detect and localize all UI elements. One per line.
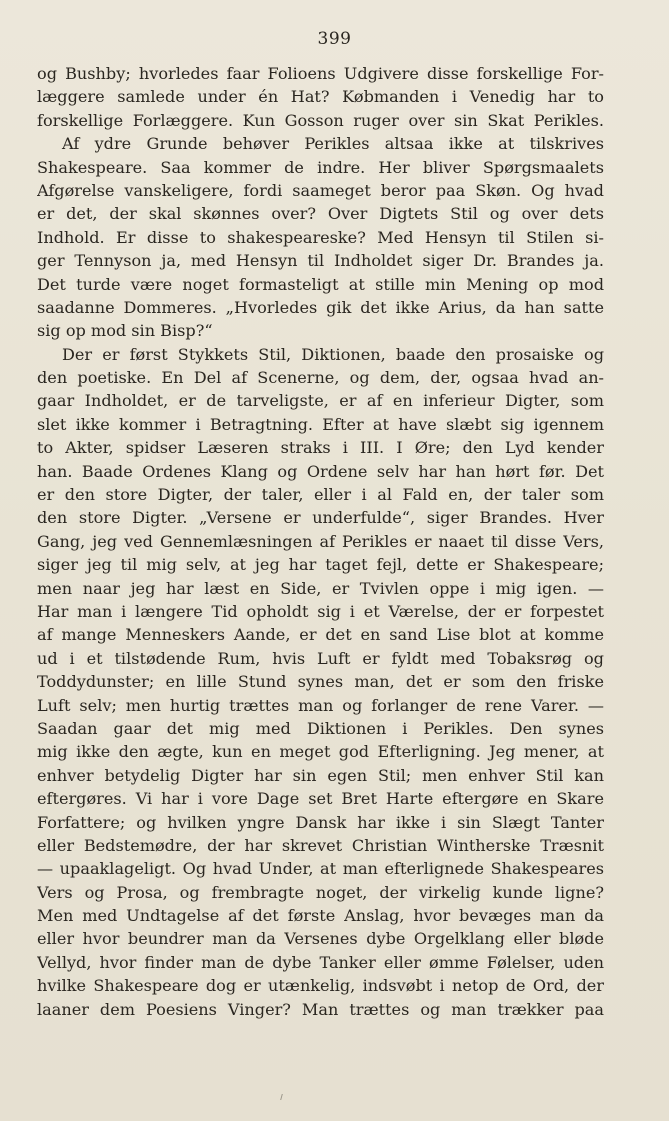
text-line: men naar jeg har læst en Side, er Tvivlen oppe i mig igen. — — [37, 578, 604, 598]
body-text — [37, 62, 604, 1021]
text-line: laaner dem Poesiens Vinger? Man trættes og man trækker paa — [37, 999, 604, 1019]
text-line: to Akter, spidser Læseren straks i III. I Øre; den Lyd kender — [37, 438, 604, 458]
text-line: er det, der skal skønnes over? Over Digtets Stil og over dets — [37, 204, 604, 224]
paragraph-end-line: sig op mod sin Bisp?“ — [37, 321, 213, 341]
text-line: eftergøres. Vi har i vore Dage set Bret Harte eftergøre en Skare — [37, 789, 604, 809]
text-line: læggere samlede under én Hat? Købmanden i Venedig har to — [37, 87, 604, 107]
text-line: Indhold. Er disse to shakespeareske? Med Hensyn til Stilen si- — [37, 227, 604, 247]
text-line: Har man i længere Tid opholdt sig i et Værelse, der er forpestet — [37, 601, 604, 621]
text-line: gaar Indholdet, er de tarveligste, er af en inferieur Digter, som — [37, 391, 604, 411]
text-line: Luft selv; men hurtig trættes man og forlanger de rene Varer. — — [37, 695, 604, 715]
text-line: — upaaklageligt. Og hvad Under, at man efterlignede Shakespeares — [37, 859, 604, 879]
text-line: den store Digter. „Versene er underfulde“, siger Brandes. Hver — [37, 508, 604, 528]
text-line: han. Baade Ordenes Klang og Ordene selv har han hørt før. Det — [37, 461, 604, 481]
text-line: Saadan gaar det mig med Diktionen i Perikles. Den synes — [37, 718, 604, 738]
text-line: saadanne Dommeres. „Hvorledes gik det ikke Arius, da han satte — [37, 297, 604, 317]
page-number: 399 — [317, 29, 352, 49]
text-line: ger Tennyson ja, med Hensyn til Indholdet siger Dr. Brandes ja. — [37, 251, 604, 271]
text-line: Vers og Prosa, og frembragte noget, der virkelig kunde ligne? — [37, 882, 604, 902]
text-line: slet ikke kommer i Betragtning. Efter at have slæbt sig igennem — [37, 414, 604, 434]
stray-ink-mark — [280, 1094, 286, 1100]
text-line: og Bushby; hvorledes faar Folioens Udgivere disse forskellige For- — [37, 64, 604, 83]
text-line: Det turde være noget formasteligt at stille min Mening op mod — [37, 274, 604, 294]
text-line: siger jeg til mig selv, at jeg har taget fejl, dette er Shakespeare; — [37, 555, 604, 575]
text-line: Shakespeare. Saa kommer de indre. Her bliver Spørgsmaalets — [37, 157, 604, 177]
text-line: Toddydunster; en lille Stund synes man, det er som den friske — [37, 672, 604, 692]
paragraph-start-line: Der er først Stykkets Stil, Diktionen, baade den prosaiske og — [62, 344, 604, 364]
text-line: af mange Menneskers Aande, er det en sand Lise blot at komme — [37, 625, 604, 645]
text-line: er den store Digter, der taler, eller i al Fald en, der taler som — [37, 485, 604, 505]
text-line: Gang, jeg ved Gennemlæsningen af Perikles er naaet til disse Vers, — [37, 531, 604, 551]
text-line: eller hvor beundrer man da Versenes dybe Orgelklang eller bløde — [37, 929, 604, 949]
text-line: den poetiske. En Del af Scenerne, og dem, der, ogsaa hvad an- — [37, 368, 604, 388]
text-line: forskellige Forlæggere. Kun Gosson ruger over sin Skat Perikles. — [37, 110, 604, 130]
text-line: Men med Undtagelse af det første Anslag, hvor bevæges man da — [37, 906, 604, 926]
text-line: eller Bedstemødre, der har skrevet Christian Wintherske Træsnit — [37, 835, 604, 855]
text-line: Afgørelse vanskeligere, fordi saameget beror paa Skøn. Og hvad — [37, 180, 604, 200]
paragraph-start-line: Af ydre Grunde behøver Perikles altsaa ikke at tilskrives — [62, 134, 604, 154]
text-line: Forfattere; og hvilken yngre Dansk har ikke i sin Slægt Tanter — [37, 812, 604, 832]
text-line: enhver betydelig Digter har sin egen Stil; men enhver Stil kan — [37, 765, 604, 785]
text-line: mig ikke den ægte, kun en meget god Efterligning. Jeg mener, at — [37, 742, 604, 762]
text-line: ud i et tilstødende Rum, hvis Luft er fyldt med Tobaksrøg og — [37, 648, 604, 668]
text-line: hvilke Shakespeare dog er utænkelig, indsvøbt i netop de Ord, der — [37, 976, 604, 996]
text-line: Vellyd, hvor finder man de dybe Tanker eller ømme Følelser, uden — [37, 952, 604, 972]
